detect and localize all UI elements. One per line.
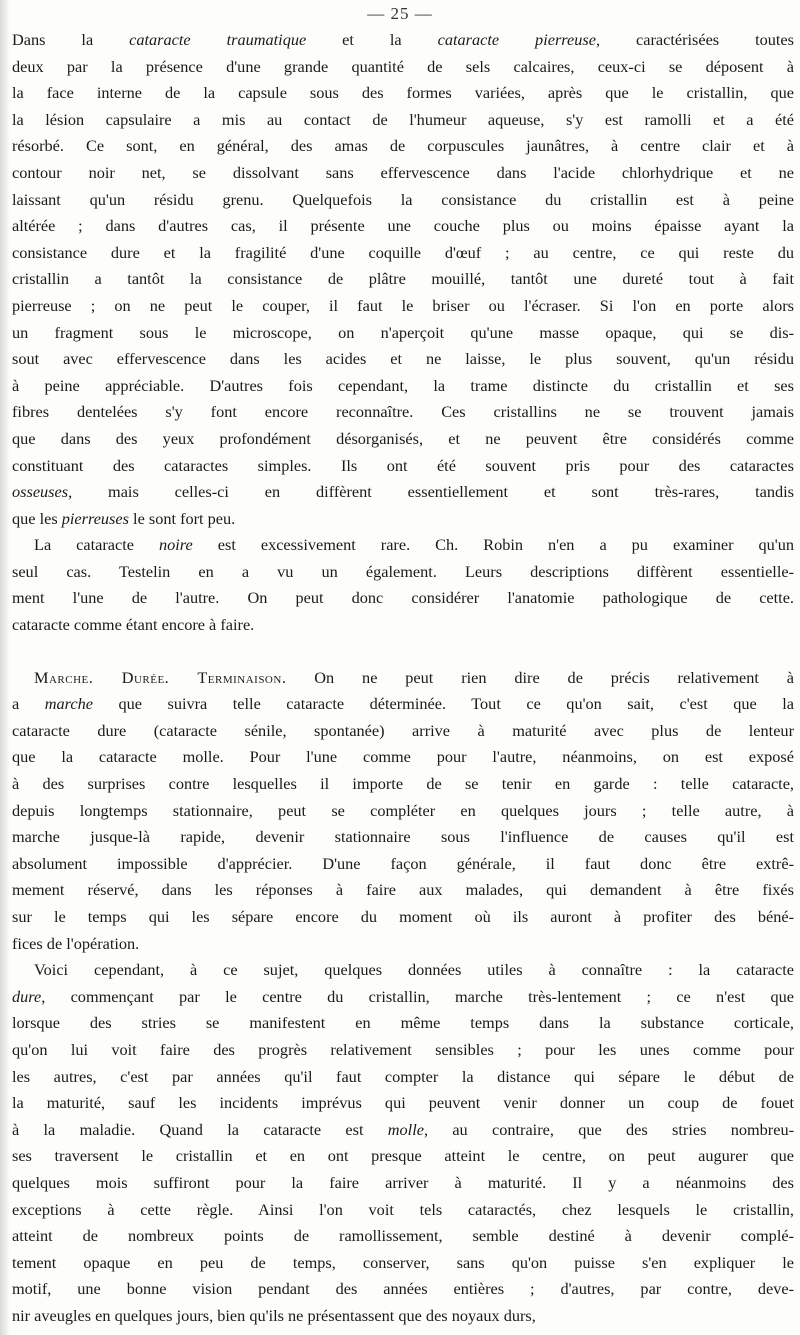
text-run: que les <box>12 508 62 528</box>
text-run: a <box>12 694 45 714</box>
paragraph-p4 <box>12 957 794 1329</box>
text-run: que dans des yeux profondément désorganisés, et ne peuvent être considérés comme <box>12 428 794 448</box>
text-line <box>12 1143 794 1170</box>
text-run: cristallin a tantôt la consistance de plâtre mouillé, tantôt une dureté tout à fait <box>12 269 794 289</box>
text-line <box>12 585 794 612</box>
italic-term: cataracte pierreuse <box>437 30 596 49</box>
text-line <box>12 1090 794 1117</box>
italic-term: osseuses <box>12 482 69 502</box>
text-line <box>12 160 794 187</box>
text-run: la lésion capsulaire a mis au contact de l'humeur aqueuse, s'y est ramolli et a été <box>12 109 794 129</box>
text-line <box>12 399 794 426</box>
text-run: lorsque des stries se manifestent en même temps dans la substance corticale, <box>12 1013 794 1033</box>
text-line <box>12 718 794 745</box>
text-run: et la <box>306 30 438 49</box>
text-run: à la maladie. Quand la cataracte est <box>12 1119 388 1139</box>
text-line <box>12 771 794 798</box>
paragraph-p3 <box>12 665 794 958</box>
text-run: marche jusque-là rapide, devenir stationnaire sous l'influence de causes qu'il est <box>12 827 794 847</box>
text-line <box>12 426 794 453</box>
text-line <box>12 320 794 347</box>
paragraph-p2 <box>12 532 794 638</box>
text-run: , au contraire, que des stries nombreu- <box>423 1119 794 1139</box>
text-line <box>12 506 794 533</box>
text-run: la face interne de la capsule sous des formes variées, après que le cristallin, que <box>12 83 794 103</box>
text-run: que suivra telle cataracte déterminée. Tout ce qu'on sait, c'est que la <box>92 694 794 714</box>
italic-term: noire <box>159 535 193 555</box>
text-run: fibres dentelées s'y font encore reconnaître. Ces cristallins ne se trouvent jamais <box>12 402 794 422</box>
text-line <box>12 479 794 506</box>
text-run: cataracte comme étant encore à faire. <box>12 615 255 635</box>
text-run: seul cas. Testelin en a vu un également. Leurs descriptions diffèrent essentielle- <box>12 561 794 581</box>
text-run: mement réservé, dans les réponses à faire aux malades, qui demandent à être fixés <box>12 880 794 900</box>
text-line <box>12 1170 794 1197</box>
text-run: résorbé. Ce sont, en général, des amas de corpuscules jaunâtres, à centre clair et à <box>12 136 794 156</box>
text-run: altérée ; dans d'autres cas, il présente une couche plus ou moins épaisse ayant la <box>12 216 794 236</box>
text-line <box>12 798 794 825</box>
text-run: sur le temps qui les sépare encore du moment où ils auront à profiter des béné- <box>12 907 794 926</box>
text-run: consistance dure et la fragilité d'une coquille d'œuf ; au centre, ce qui reste du <box>12 242 794 262</box>
text-run: On ne peut rien dire de précis relativement à <box>286 667 794 687</box>
text-line <box>12 904 794 931</box>
text-line <box>12 1117 794 1144</box>
text-line <box>12 80 794 107</box>
text-run: le sont fort peu. <box>128 508 236 528</box>
text-run: pierreuse ; on ne peut le couper, il faut le briser ou l'écraser. Si l'on en porte alors <box>12 295 794 315</box>
text-run: qu'on lui voit faire des progrès relativement sensibles ; pour les unes comme pour <box>12 1039 794 1059</box>
text-run: sout avec effervescence dans les acides et ne laisse, le plus souvent, qu'un résidu <box>12 349 794 369</box>
italic-term: cataracte traumatique <box>129 30 307 49</box>
text-line <box>12 1037 794 1064</box>
text-line <box>12 240 794 267</box>
text-run: cataracte dure (cataracte sénile, spontanée) arrive à maturité avec plus de lenteur <box>12 720 794 740</box>
text-line <box>12 1064 794 1091</box>
text-line <box>12 133 794 160</box>
text-line <box>12 744 794 771</box>
text-run: depuis longtemps stationnaire, peut se compléter en quelques jours ; telle autre, à <box>12 800 794 820</box>
text-line <box>12 1303 794 1330</box>
text-line <box>12 213 794 240</box>
text-line <box>12 54 794 81</box>
text-run: quelques mois suffiront pour la faire arriver à maturité. Il y a néanmoins des <box>12 1172 794 1192</box>
text-run: exceptions à cette règle. Ainsi l'on voit tels cataractés, chez lesquels le cristallin, <box>12 1199 794 1219</box>
text-run: est excessivement rare. Ch. Robin n'en a pu examiner qu'un <box>192 535 794 555</box>
text-line <box>12 373 794 400</box>
text-line <box>12 851 794 878</box>
section-gap <box>12 639 794 665</box>
text-run: la maturité, sauf les incidents imprévus qui peuvent venir donner un coup de fouet <box>12 1093 794 1113</box>
text-line <box>12 824 794 851</box>
text-run: , commençant par le centre du cristallin, marche très-lentement ; ce n'est que <box>41 986 794 1006</box>
text-run: , mais celles-ci en diffèrent essentiellement et sont très-rares, tandis <box>68 482 794 502</box>
italic-term: marche <box>44 694 93 714</box>
text-line <box>12 453 794 480</box>
text-run: , caractérisées toutes <box>595 30 794 49</box>
text-run: atteint de nombreux points de ramollissement, semble destiné à devenir complé- <box>12 1226 794 1246</box>
text-line <box>12 266 794 293</box>
text-line <box>12 984 794 1011</box>
text-run: laissant qu'un résidu grenu. Quelquefois la consistance du cristallin est à peine <box>12 189 794 209</box>
body-text <box>12 27 794 1330</box>
text-run: ses traversent le cristallin et en ont presque atteint le centre, on peut augurer que <box>12 1146 794 1166</box>
text-run: que la cataracte molle. Pour l'une comme pour l'autre, néanmoins, on est exposé <box>12 747 794 767</box>
text-run: un fragment sous le microscope, on n'aperçoit qu'une masse opaque, qui se dis- <box>12 322 794 342</box>
text-line <box>12 1223 794 1250</box>
text-run: La cataracte <box>34 535 159 555</box>
text-line <box>12 691 794 718</box>
paragraph-p1 <box>12 27 794 532</box>
text-run: Dans la <box>12 30 130 49</box>
text-run: ment l'une de l'autre. On peut donc considérer l'anatomie pathologique de cette. <box>12 588 794 608</box>
text-run: constituant des cataractes simples. Ils ont été souvent pris pour des cataractes <box>12 455 794 475</box>
text-run: fices de l'opération. <box>12 933 140 953</box>
text-run: nir aveugles en quelques jours, bien qu'ils ne présentassent que des noyaux durs, <box>12 1305 536 1325</box>
text-line <box>12 559 794 586</box>
text-run: contour noir net, se dissolvant sans effervescence dans l'acide chlorhydrique et ne <box>12 162 794 182</box>
text-line <box>12 293 794 320</box>
text-line <box>12 27 794 54</box>
text-line <box>12 1010 794 1037</box>
text-run: à peine appréciable. D'autres fois cependant, la trame distincte du cristallin et ses <box>12 375 794 395</box>
text-run: absolument impossible d'apprécier. D'une façon générale, il faut donc être extrê- <box>12 853 794 873</box>
text-line <box>12 957 794 984</box>
italic-term: molle <box>387 1119 424 1139</box>
text-line <box>12 931 794 958</box>
text-line <box>12 107 794 134</box>
text-run: motif, une bonne vision pendant des années entières ; d'autres, par contre, deve- <box>12 1279 794 1299</box>
text-run: Voici cependant, à ce sujet, quelques données utiles à connaître : la cataracte <box>34 960 794 980</box>
text-line <box>12 346 794 373</box>
text-line <box>12 532 794 559</box>
text-line <box>12 1276 794 1303</box>
text-run: deux par la présence d'une grande quantité de sels calcaires, ceux-ci se déposent à <box>12 56 794 76</box>
text-line <box>12 612 794 639</box>
text-line <box>12 1197 794 1224</box>
text-run: tement opaque en peu de temps, conserver, sans qu'on puisse s'en expliquer le <box>12 1252 794 1272</box>
italic-term: dure <box>12 986 42 1006</box>
section-heading: Marche. Durée. Terminaison. <box>34 667 287 687</box>
text-run: à des surprises contre lesquelles il importe de se tenir en garde : telle cataracte, <box>12 774 794 794</box>
page-number: — 25 — <box>367 4 433 23</box>
text-run: les autres, c'est par années qu'il faut compter la distance qui sépare le début de <box>12 1066 794 1086</box>
text-line <box>12 665 794 692</box>
text-line <box>12 877 794 904</box>
text-line <box>12 187 794 214</box>
text-line <box>12 1250 794 1277</box>
page-edge-shadow <box>0 0 10 1335</box>
italic-term: pierreuses <box>61 508 129 528</box>
